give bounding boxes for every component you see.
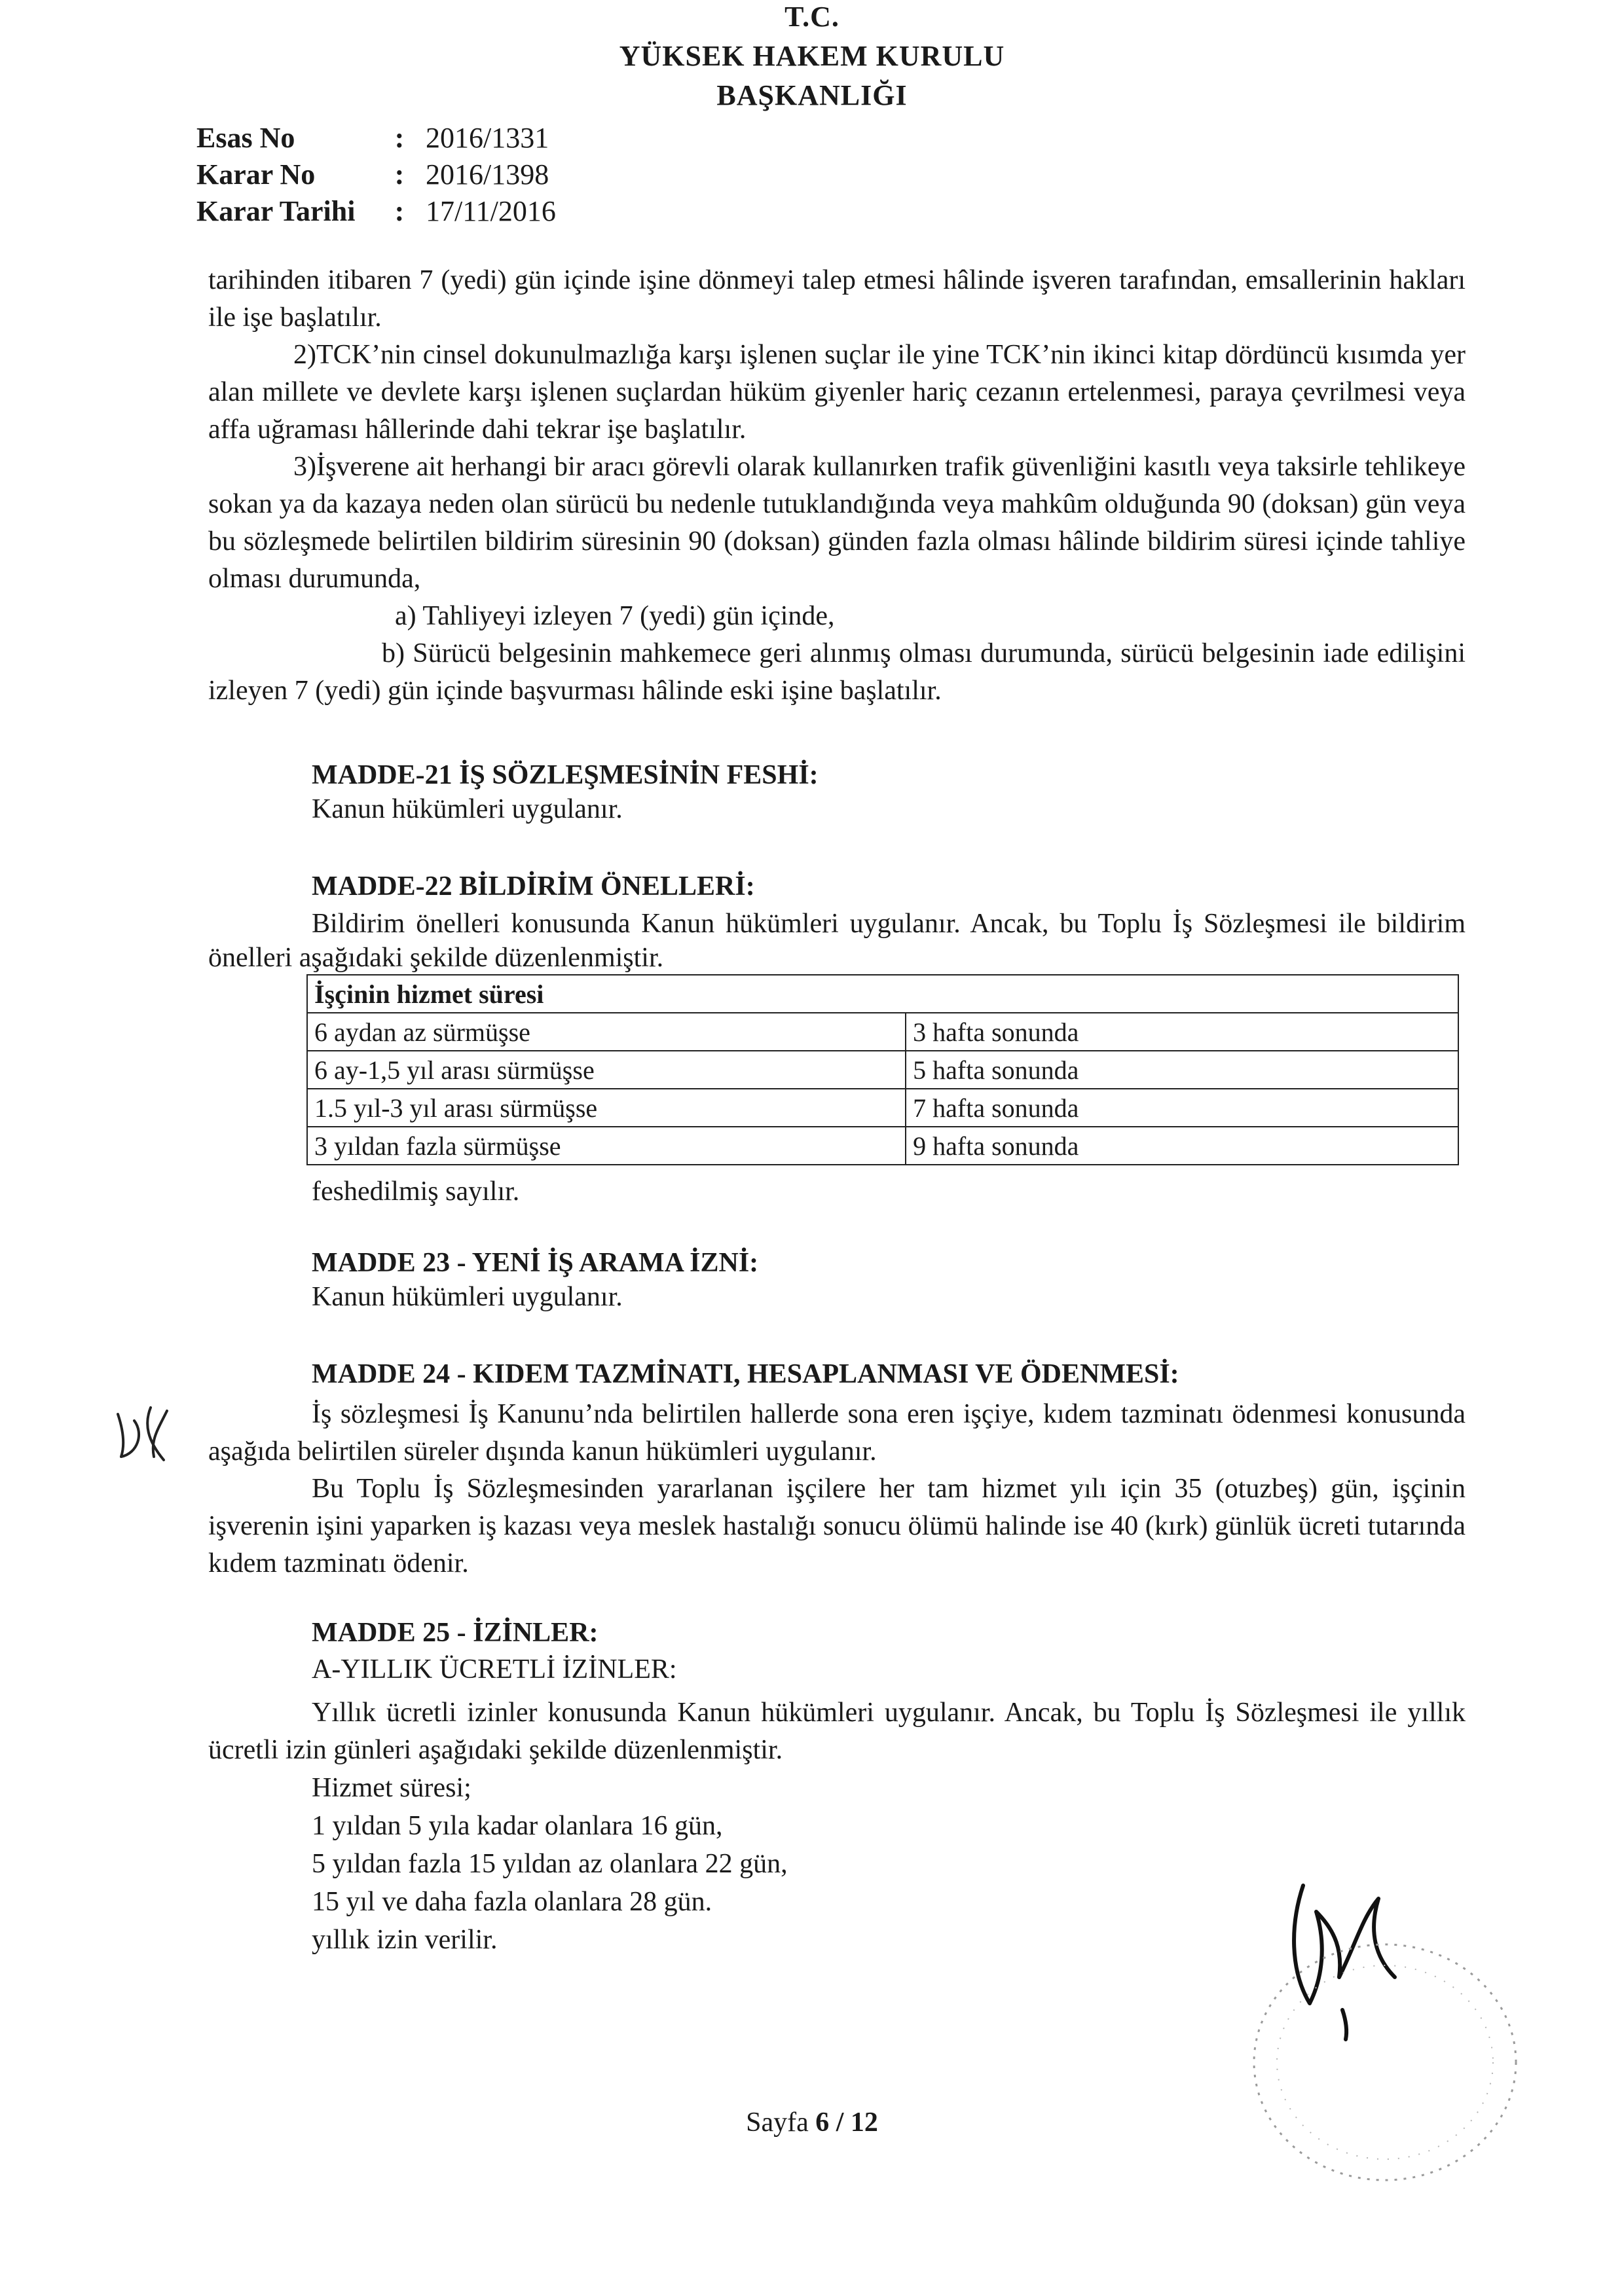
table-row — [307, 1127, 1458, 1165]
intro-item-b: b) Sürücü belgesinin mahkemece geri alınmış olması durumunda, sürücü belgesinin iade edilişini izleyen 7 (yedi) gün içinde başvurması hâlinde eski işine başlatılır. — [208, 638, 1466, 706]
intro-text — [208, 262, 1466, 710]
article-22-text: Bildirim önelleri konusunda Kanun hükümleri uygulanır. Ancak, bu Toplu İş Sözleşmesi ile bildirim önelleri aşağıdaki şekilde düzenlenmiştir. — [208, 909, 1466, 973]
article-text: Kanun hükümleri uygulanır. — [312, 794, 623, 824]
meta-karar-tarihi — [196, 194, 556, 228]
meta-value: 17/11/2016 — [426, 195, 556, 227]
table-after-text: feshedilmiş sayılır. — [312, 1176, 520, 1207]
meta-esas — [196, 121, 549, 155]
period-cell: 6 ay-1,5 yıl arası sürmüşse — [307, 1051, 906, 1089]
intro-paragraph-1: tarihinden itibaren 7 (yedi) gün içinde işine dönmeyi talep etmesi hâlinde işveren tarafından, emsallerinin hakları ile işe başlatılır. — [208, 265, 1466, 333]
header-presidency: BAŞKANLIĞI — [716, 79, 908, 111]
meta-colon: : — [394, 158, 405, 191]
page-prefix: Sayfa — [746, 2107, 816, 2138]
margin-initials-signature — [105, 1394, 177, 1467]
article-title: MADDE 23 - YENİ İŞ ARAMA İZNİ: — [312, 1248, 759, 1278]
article-25 — [312, 1617, 677, 1688]
header-institution: YÜKSEK HAKEM KURULU — [619, 40, 1005, 72]
intro-paragraph-2: 2)TCK’nin cinsel dokunulmazlığa karşı işlenen suçlar ile yine TCK’nin ikinci kitap dördüncü kısımda yer alan millete ve devlete karşı işlenen suçlardan hüküm giyenler hariç cezanın ertelenmesi, paraya çevrilmesi veya affa uğraması hâllerinde dahi tekrar işe başlatılır. — [208, 340, 1466, 445]
article-25-text: Yıllık ücretli izinler konusunda Kanun hükümleri uygulanır. Ancak, bu Toplu İş Sözleşmesi ile yıllık ücretli izin günleri aşağıdaki şekilde düzenlenmiştir. — [208, 1698, 1466, 1765]
article-23 — [312, 1247, 758, 1316]
period-cell: 6 aydan az sürmüşse — [307, 1013, 906, 1051]
intro-paragraph-3: 3)İşverene ait herhangi bir aracı görevli olarak kullanırken trafik güvenliğini kasıtlı veya taksirle tehlikeye sokan ya da kazaya neden olan sürücü bu nedenle tutuklandığında veya mahkûm olduğunda 90 (doksan) gün veya bu sözleşmede belirtilen bildirim süresinin 90 (doksan) günden fazla olması hâlinde bildirim süresi içinde tahliye olması durumunda, — [208, 452, 1466, 594]
article-21 — [312, 759, 819, 828]
list-item: 15 yıl ve daha fazla olanlara 28 gün. — [312, 1887, 712, 1917]
article-title: MADDE 25 - İZİNLER: — [312, 1618, 599, 1648]
period-cell: 1.5 yıl-3 yıl arası sürmüşse — [307, 1089, 906, 1127]
list-item: Hizmet süresi; — [312, 1773, 471, 1803]
article-title: MADDE 24 - KIDEM TAZMİNATI, HESAPLANMASI VE ÖDENMESİ: — [312, 1359, 1179, 1389]
article-22-title — [312, 871, 755, 902]
article-24-paragraph-1: İş sözleşmesi İş Kanunu’nda belirtilen hallerde sona eren işçiye, kıdem tazminatı ödenmesi konusunda aşağıda belirtilen süreler dışında kanun hükümleri uygulanır. — [208, 1399, 1466, 1467]
leave-list — [312, 1769, 788, 1959]
meta-value: 2016/1398 — [426, 158, 549, 191]
article-text: Kanun hükümleri uygulanır. — [312, 1282, 623, 1312]
list-item: yıllık izin verilir. — [312, 1925, 498, 1955]
list-item: 5 yıldan fazla 15 yıldan az olanlara 22 gün, — [312, 1849, 788, 1879]
header-tc: T.C. — [784, 1, 840, 33]
meta-karar — [196, 158, 549, 191]
table-header-row — [307, 975, 1458, 1013]
meta-colon: : — [394, 122, 405, 154]
article-24-title — [312, 1358, 1179, 1390]
table-row — [307, 1051, 1458, 1089]
official-stamp — [1231, 1925, 1539, 2200]
notice-cell: 5 hafta sonunda — [906, 1051, 1458, 1089]
meta-colon: : — [394, 195, 405, 227]
article-title: MADDE-22 BİLDİRİM ÖNELLERİ: — [312, 871, 755, 902]
meta-label: Karar Tarihi — [196, 195, 356, 227]
table-row — [307, 1013, 1458, 1051]
page-count: 6 / 12 — [815, 2107, 878, 2138]
article-24-paragraph-2: Bu Toplu İş Sözleşmesinden yararlanan işçilere her tam hizmet yılı için 35 (otuzbeş) gün, işçinin işverenin işini yaparken iş kazası veya meslek hastalığı sonucu ölümü halinde ise 40 (kırk) günlük ücreti tutarında kıdem tazminatı ödenir. — [208, 1474, 1466, 1578]
meta-label: Karar No — [196, 158, 316, 191]
table-row — [307, 1089, 1458, 1127]
article-title: MADDE-21 İŞ SÖZLEŞMESİNİN FESHİ: — [312, 760, 819, 790]
period-cell: 3 yıldan fazla sürmüşse — [307, 1127, 906, 1165]
table-header: İşçinin hizmet süresi — [307, 975, 1458, 1013]
meta-label: Esas No — [196, 122, 295, 154]
article-subtitle: A-YILLIK ÜCRETLİ İZİNLER: — [312, 1654, 677, 1685]
meta-value: 2016/1331 — [426, 122, 549, 154]
intro-item-a: a) Tahliyeyi izleyen 7 (yedi) gün içinde, — [395, 601, 835, 631]
list-item: 1 yıldan 5 yıla kadar olanlara 16 gün, — [312, 1811, 723, 1841]
notice-cell: 7 hafta sonunda — [906, 1089, 1458, 1127]
notice-cell: 3 hafta sonunda — [906, 1013, 1458, 1051]
article-24-text — [208, 1396, 1466, 1582]
notice-cell: 9 hafta sonunda — [906, 1127, 1458, 1165]
notice-period-table — [306, 974, 1459, 1165]
